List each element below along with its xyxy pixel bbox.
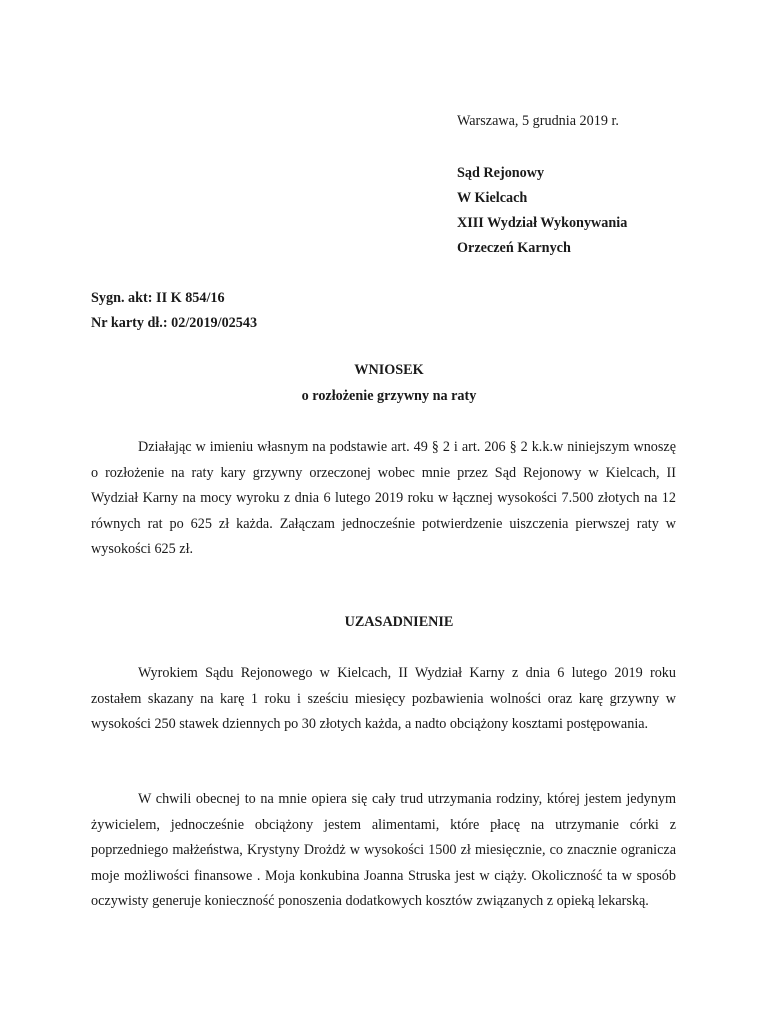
place-and-date: Warszawa, 5 grudnia 2019 r. — [457, 113, 619, 129]
motion-title: WNIOSEK — [354, 362, 424, 378]
justification-paragraph-2-text: W chwili obecnej to na mnie opiera się cały trud utrzymania rodziny, której jestem jedynym żywicielem, jednocześnie obciążony jestem alimentami, które płacę na utrzymanie córki z poprzedniego małżeństwa, Krystyny Drożdż w wysokości 1500 zł miesięcznie, co znacznie ogranicza moje możliwości finansowe . Moja konkubina Joanna Struska jest w ciąży. Okoliczność ta w sposób oczywisty generuje konieczność ponoszenia dodatkowych kosztów związanych z opieką lekarską. — [91, 791, 676, 910]
justification-paragraph-1 — [91, 661, 676, 738]
addressee-division: XIII Wydział Wykonywania — [457, 215, 628, 231]
case-number: Sygn. akt: II K 854/16 — [91, 290, 225, 306]
addressee-city: W Kielcach — [457, 190, 528, 206]
motion-body-text: Działając w imieniu własnym na podstawie art. 49 § 2 i art. 206 § 2 k.k.w niniejszym wnoszę o rozłożenie na raty kary grzywny orzeczonej wobec mnie przez Sąd Rejonowy w Kielcach, II Wydział Karny na mocy wyroku z dnia 6 lutego 2019 roku w łącznej wysokości 7.500 złotych na 12 równych rat po 625 zł każda. Załączam jednocześnie potwierdzenie uiszczenia pierwszej raty w wysokości 625 zł. — [91, 439, 676, 558]
justification-title: UZASADNIENIE — [344, 614, 454, 630]
case-references — [91, 286, 257, 336]
motion-subtitle: o rozłożenie grzywny na raty — [301, 388, 477, 404]
justification-paragraph-2 — [91, 787, 676, 915]
card-number: Nr karty dł.: 02/2019/02543 — [91, 315, 258, 331]
addressee-division-cont: Orzeczeń Karnych — [457, 240, 571, 256]
addressee-block — [457, 161, 627, 261]
addressee-court: Sąd Rejonowy — [457, 165, 545, 181]
justification-paragraph-1-text: Wyrokiem Sądu Rejonowego w Kielcach, II Wydział Karny z dnia 6 lutego 2019 roku zostałem skazany na karę 1 roku i sześciu miesięcy pozbawienia wolności oraz karę grzywny w wysokości 250 stawek dziennych po 30 złotych każda, a nadto obciążony kosztami postępowania. — [91, 665, 676, 733]
motion-body — [91, 435, 676, 563]
